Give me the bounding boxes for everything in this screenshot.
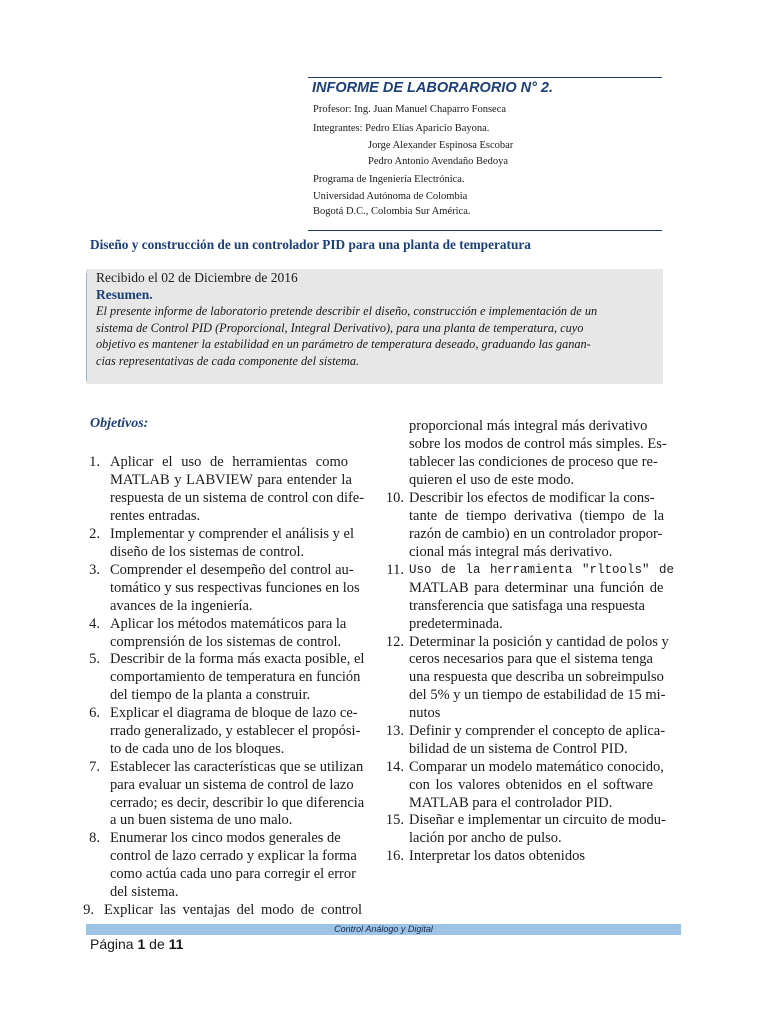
list-number: 16. bbox=[385, 848, 404, 864]
page-word: Página bbox=[90, 936, 134, 952]
list-line: lación por ancho de pulso. bbox=[409, 830, 562, 846]
list-line: control de lazo cerrado y explicar la forma bbox=[110, 848, 357, 864]
list-line: avances de la ingeniería. bbox=[110, 598, 253, 614]
list-number: 3. bbox=[89, 562, 100, 578]
list-line: Comprender el desempeño del control au- bbox=[110, 562, 354, 578]
list-line: MATLAB para determinar una función de bbox=[409, 580, 664, 596]
list-line: Describir los efectos de modificar la cons- bbox=[409, 490, 655, 506]
abstract-left-mark bbox=[86, 273, 87, 381]
list-number: 13. bbox=[385, 723, 404, 739]
list-line: del 5% y un tiempo de estabilidad de 15 mi- bbox=[409, 687, 666, 703]
list-number: 2. bbox=[89, 526, 100, 542]
page-total: 11 bbox=[168, 936, 184, 952]
abstract-line: sistema de Control PID (Proporcional, Integral Derivativo), para una planta de temperatura, cuyo bbox=[96, 321, 584, 335]
list-line: comportamiento de temperatura en función bbox=[110, 669, 361, 685]
objectives-heading: Objetivos: bbox=[90, 416, 149, 431]
list-line: Implementar y comprender el análisis y el bbox=[110, 526, 354, 542]
list-line: rentes entradas. bbox=[110, 508, 201, 524]
page-current: 1 bbox=[137, 936, 146, 952]
list-number: 11. bbox=[386, 562, 404, 578]
abstract-line: cias representativas de cada componente del sistema. bbox=[96, 354, 360, 368]
list-line: ceros necesarios para que el sistema tenga bbox=[409, 651, 653, 667]
list-number: 10. bbox=[385, 490, 404, 506]
list-line: Uso de la herramienta "rltools" de bbox=[409, 563, 675, 577]
list-line: proporcional más integral más derivativo bbox=[409, 418, 648, 434]
list-line: a un buen sistema de uno malo. bbox=[110, 812, 293, 828]
list-line: Aplicar los métodos matemáticos para la bbox=[110, 616, 347, 632]
list-line: del sistema. bbox=[110, 884, 179, 900]
header-bottom-rule bbox=[308, 230, 662, 231]
report-title: INFORME DE LABORARORIO N° 2. bbox=[312, 80, 554, 96]
footer-course: Control Análogo y Digital bbox=[334, 924, 433, 934]
list-line: Enumerar los cinco modos generales de bbox=[110, 830, 341, 846]
list-line: comprensión de los sistemas de control. bbox=[110, 634, 342, 650]
list-line: MATLAB para el controlador PID. bbox=[409, 795, 613, 811]
received-date: Recibido el 02 de Diciembre de 2016 bbox=[96, 270, 298, 285]
page-number bbox=[90, 936, 183, 952]
abstract-line: El presente informe de laboratorio pretende describir el diseño, construcción e implementación de un bbox=[96, 304, 598, 318]
list-line: Explicar el diagrama de bloque de lazo ce- bbox=[110, 705, 358, 721]
list-number: 9. bbox=[83, 902, 94, 918]
header-top-rule bbox=[308, 77, 662, 78]
list-line: nutos bbox=[409, 705, 441, 721]
list-line: Explicar las ventajas del modo de control bbox=[104, 902, 362, 918]
list-line: Establecer las características que se utilizan bbox=[110, 759, 364, 775]
list-line: razón de cambio) en un controlador propor- bbox=[409, 526, 663, 542]
page-of: de bbox=[149, 936, 165, 952]
list-line: del tiempo de la planta a construir. bbox=[110, 687, 311, 703]
abstract-line: objetivo es mantener la estabilidad en un parámetro de temperatura deseado, graduando las ganan- bbox=[96, 337, 591, 351]
list-number: 6. bbox=[89, 705, 100, 721]
list-line: Describir de la forma más exacta posible, el bbox=[110, 651, 365, 667]
list-line: como actúa cada uno para corregir el error bbox=[110, 866, 356, 882]
footer-band bbox=[86, 924, 681, 935]
list-line: cional más integral más derivativo. bbox=[409, 544, 613, 560]
list-line: respuesta de un sistema de control con dife- bbox=[110, 490, 365, 506]
list-number: 12. bbox=[385, 634, 404, 650]
list-number: 14. bbox=[385, 759, 404, 775]
abstract-box bbox=[86, 269, 663, 384]
list-line: cerrado; es decir, describir lo que diferencia bbox=[110, 795, 365, 811]
city-line: Bogotá D.C., Colombia Sur América. bbox=[313, 206, 471, 217]
list-line: Interpretar los datos obtenidos bbox=[409, 848, 585, 864]
list-line: tablecer las condiciones de proceso que re- bbox=[409, 454, 658, 470]
list-number: 4. bbox=[89, 616, 100, 632]
program-line: Programa de Ingeniería Electrónica. bbox=[313, 174, 465, 185]
list-line: to de cada uno de los bloques. bbox=[110, 741, 285, 757]
list-line: Diseñar e implementar un circuito de modu- bbox=[409, 812, 666, 828]
list-line: Definir y comprender el concepto de aplica- bbox=[409, 723, 666, 739]
list-number: 15. bbox=[385, 812, 404, 828]
professor-line: Profesor: Ing. Juan Manuel Chaparro Fonseca bbox=[313, 104, 507, 115]
list-line: una respuesta que describa un sobreimpulso bbox=[409, 669, 664, 685]
list-line: Determinar la posición y cantidad de polos y bbox=[409, 634, 669, 650]
members-line-3: Pedro Antonio Avendaño Bedoya bbox=[368, 156, 509, 167]
list-line: con los valores obtenidos en el software bbox=[409, 777, 653, 793]
document-title: Diseño y construcción de un controlador PID para una planta de temperatura bbox=[90, 237, 531, 252]
members-line-1: Integrantes: Pedro Elías Aparicio Bayona. bbox=[313, 123, 490, 134]
list-number: 8. bbox=[89, 830, 100, 846]
list-line: predeterminada. bbox=[409, 616, 503, 632]
university-line: Universidad Autónoma de Colombia bbox=[313, 191, 468, 202]
list-line: MATLAB y LABVIEW para entender la bbox=[110, 472, 352, 488]
list-line: sobre los modos de control más simples. Es- bbox=[409, 436, 667, 452]
list-line: bilidad de un sistema de Control PID. bbox=[409, 741, 628, 757]
list-line: para evaluar un sistema de control de lazo bbox=[110, 777, 354, 793]
list-line: tante de tiempo derivativa (tiempo de la bbox=[409, 508, 665, 524]
list-line: Comparar un modelo matemático conocido, bbox=[409, 759, 664, 775]
list-number: 7. bbox=[89, 759, 100, 775]
list-number: 5. bbox=[89, 651, 100, 667]
list-line: transferencia que satisfaga una respuesta bbox=[409, 598, 645, 614]
list-line: Aplicar el uso de herramientas como bbox=[110, 454, 348, 470]
members-line-2: Jorge Alexander Espinosa Escobar bbox=[368, 140, 514, 151]
list-line: quieren el uso de este modo. bbox=[409, 472, 575, 488]
abstract-heading: Resumen. bbox=[96, 287, 153, 302]
list-line: diseño de los sistemas de control. bbox=[110, 544, 305, 560]
list-line: rrado generalizado, y establecer el propósi- bbox=[110, 723, 361, 739]
list-line: tomático y sus respectivas funciones en los bbox=[110, 580, 360, 596]
list-number: 1. bbox=[89, 454, 100, 470]
